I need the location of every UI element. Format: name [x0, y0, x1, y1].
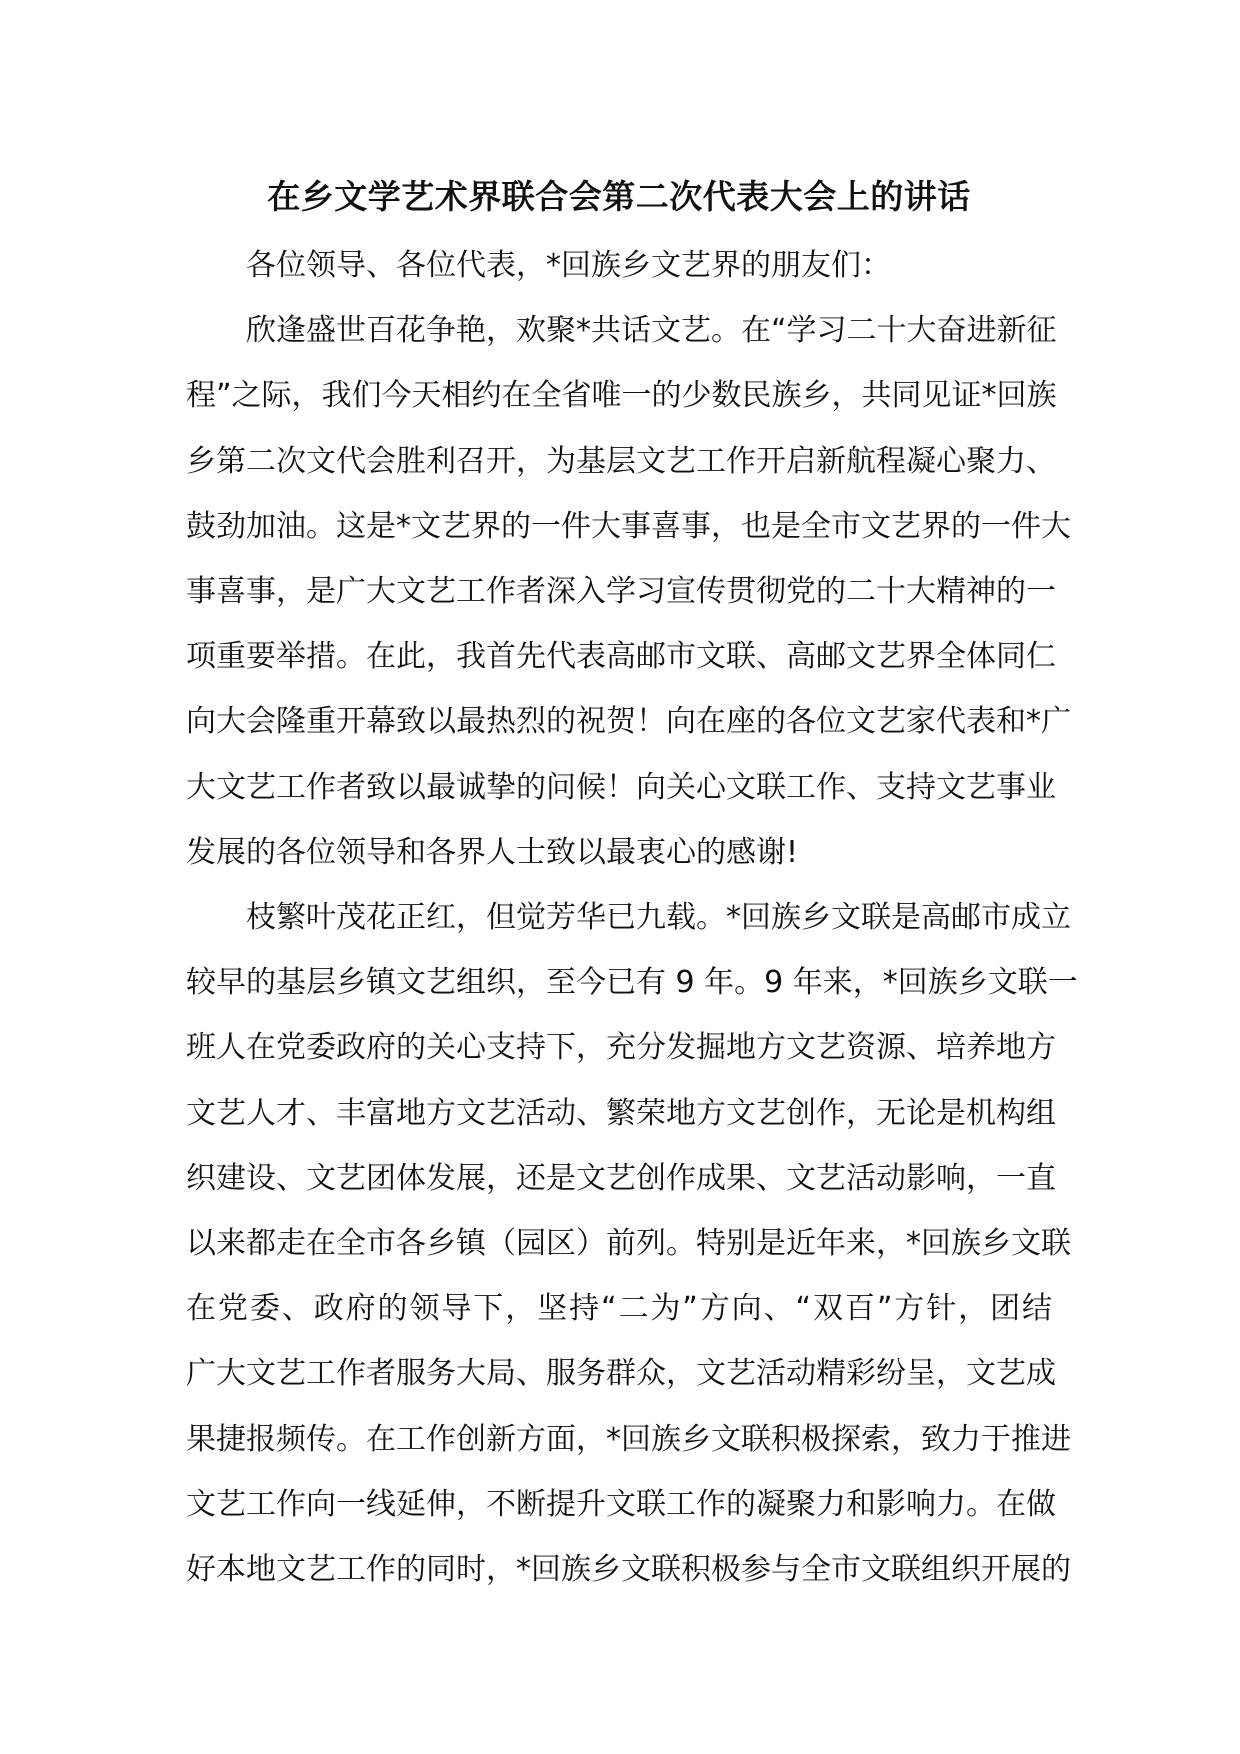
paragraph [186, 885, 1078, 1602]
text-line: 枝繁叶茂花正红，但觉芳华已九载。*回族乡文联是高邮市成立 [246, 900, 1071, 936]
text-line: 欣逢盛世百花争艳，欢聚*共话文艺。在“学习二十大奋进新征 [246, 313, 1057, 349]
text-line: 乡第二次文代会胜利召开，为基层文艺工作开启新航程凝心聚力、 [186, 443, 1056, 479]
text-line: 大文艺工作者致以最诚挚的问候！向关心文联工作、支持文艺事业 [186, 769, 1056, 805]
text-line: 各位领导、各位代表，*回族乡文艺界的朋友们： [246, 248, 891, 283]
text-line: 织建设、文艺团体发展，还是文艺创作成果、文艺活动影响，一直 [186, 1160, 1056, 1196]
document-title: 在乡文学艺术界联合会第二次代表大会上的讲话 [267, 177, 971, 216]
text-line: 向大会隆重开幕致以最热烈的祝贺！向在座的各位文艺家代表和*广 [186, 704, 1071, 740]
text-line: 发展的各位领导和各界人士致以最衷心的感谢! [186, 834, 799, 870]
paragraph [186, 233, 1052, 298]
text-line: 广大文艺工作者服务大局、服务群众，文艺活动精彩纷呈，文艺成 [186, 1356, 1056, 1392]
text-line: 果捷报频传。在工作创新方面，*回族乡文联积极探索，致力于推进 [186, 1421, 1071, 1457]
text-line: 在党委、政府的领导下，坚持“二为”方向、“双百”方针，团结 [186, 1291, 1052, 1327]
text-line: 班人在党委政府的关心支持下，充分发掘地方文艺资源、培养地方 [186, 1030, 1056, 1066]
text-line: 较早的基层乡镇文艺组织，至今已有 9 年。9 年来，*回族乡文联一 [186, 965, 1078, 1001]
text-line: 鼓劲加油。这是*文艺界的一件大事喜事，也是全市文艺界的一件大 [186, 508, 1071, 544]
text-line: 项重要举措。在此，我首先代表高邮市文联、高邮文艺界全体同仁 [186, 639, 1056, 675]
text-line: 以来都走在全市各乡镇（园区）前列。特别是近年来，*回族乡文联 [186, 1226, 1071, 1262]
text-line: 文艺人才、丰富地方文艺活动、繁荣地方文艺创作，无论是机构组 [186, 1095, 1056, 1131]
document-body [186, 233, 1078, 1602]
text-line: 好本地文艺工作的同时，*回族乡文联积极参与全市文联组织开展的 [186, 1552, 1071, 1588]
text-line: 程”之际，我们今天相约在全省唯一的少数民族乡，共同见证*回族 [186, 378, 1057, 414]
text-line: 事喜事，是广大文艺工作者深入学习宣传贯彻党的二十大精神的一 [186, 574, 1056, 610]
text-line: 文艺工作向一线延伸，不断提升文联工作的凝聚力和影响力。在做 [186, 1486, 1056, 1522]
paragraph [186, 298, 1071, 885]
